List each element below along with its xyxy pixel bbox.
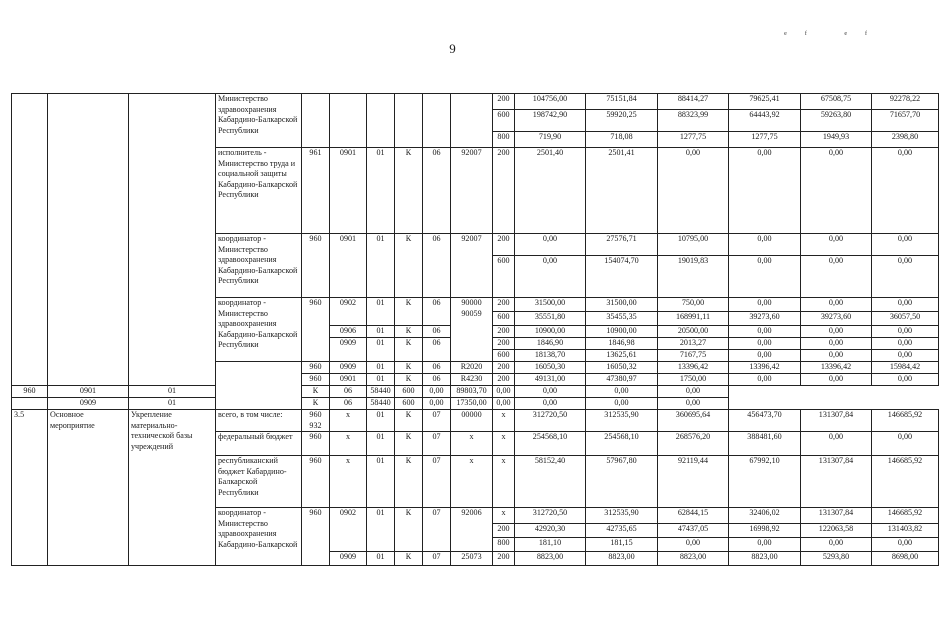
value-cell: 0,00 (872, 432, 939, 456)
table-cell: К (395, 456, 423, 508)
value-cell: 58152,40 (515, 456, 586, 508)
table-cell: К (395, 298, 423, 326)
table-cell: 01 (367, 338, 395, 362)
page-number: 9 (449, 41, 456, 56)
table-cell: 0901 (330, 374, 367, 386)
value-cell: 19019,83 (658, 256, 729, 298)
value-cell: 254568,10 (515, 432, 586, 456)
table-row (12, 398, 939, 410)
table-cell: 06 (423, 338, 451, 362)
value-cell: 254568,10 (586, 432, 658, 456)
value-cell: 15984,42 (872, 362, 939, 374)
value-cell: 0,00 (515, 256, 586, 298)
value-cell: 0,00 (872, 538, 939, 552)
value-cell: 0,00 (729, 338, 801, 350)
value-cell: 312535,90 (586, 410, 658, 432)
executor-cell: исполнитель - Министерство труда и социальной защиты Кабардино-Балкарской Республики (216, 148, 302, 234)
table-cell: 01 (367, 432, 395, 456)
table-cell: К (395, 338, 423, 362)
value-cell: 0,00 (872, 298, 939, 312)
value-cell: 388481,60 (729, 432, 801, 456)
table-row (12, 410, 939, 432)
value-cell: 88323,99 (658, 110, 729, 132)
table-cell: 92007 (451, 234, 493, 298)
value-cell: 8698,00 (872, 552, 939, 566)
value-cell: 0,00 (801, 538, 872, 552)
value-cell: 59263,80 (801, 110, 872, 132)
value-cell: 1750,00 (658, 374, 729, 386)
table-cell: 92007 (451, 148, 493, 234)
value-cell: 0,00 (801, 374, 872, 386)
table-cell: 06 (423, 234, 451, 298)
table-cell: К (302, 386, 330, 398)
value-cell: 0,00 (515, 398, 586, 410)
table-cell: 0901 (330, 148, 367, 234)
table-cell: R4230 (451, 374, 493, 386)
value-cell: 0,00 (801, 298, 872, 312)
table-cell: 01 (129, 398, 216, 410)
value-cell: 312720,50 (515, 508, 586, 524)
vr-cell: 200 (493, 148, 515, 234)
value-cell: 0,00 (586, 386, 658, 398)
value-cell: 0,00 (872, 350, 939, 362)
value-cell: 10900,00 (515, 326, 586, 338)
item-number-cell: 3.5 (12, 410, 48, 566)
executor-cell: всего, в том числе: (216, 410, 302, 432)
value-cell: 0,00 (729, 148, 801, 234)
value-cell: 0,00 (801, 234, 872, 256)
table-cell (451, 94, 493, 148)
table-cell: х (451, 432, 493, 456)
value-cell: 47380,97 (586, 374, 658, 386)
value-cell: 1949,93 (801, 132, 872, 148)
value-cell: 0,00 (586, 398, 658, 410)
value-cell: 92119,44 (658, 456, 729, 508)
table-cell: 06 (330, 398, 367, 410)
value-cell: 0,00 (872, 256, 939, 298)
value-cell: 312535,90 (586, 508, 658, 524)
value-cell: 0,00 (658, 148, 729, 234)
table-cell (330, 94, 367, 148)
table-cell: К (395, 508, 423, 552)
table-cell (12, 398, 48, 410)
value-cell: 10795,00 (658, 234, 729, 256)
table-cell: 960 932 (302, 410, 330, 432)
value-cell: 181,10 (515, 538, 586, 552)
table-cell: 0906 (330, 326, 367, 338)
table-cell: 06 (423, 298, 451, 326)
value-cell: 8823,00 (515, 552, 586, 566)
value-cell: 0,00 (872, 234, 939, 256)
value-cell: 0,00 (801, 350, 872, 362)
table-cell: 07 (423, 552, 451, 566)
value-cell: 64443,92 (729, 110, 801, 132)
table-cell: 01 (129, 386, 216, 398)
value-cell: 8823,00 (729, 552, 801, 566)
vr-cell: 200 (493, 234, 515, 256)
value-cell: 27576,71 (586, 234, 658, 256)
value-cell: 88414,27 (658, 94, 729, 110)
value-cell: 0,00 (801, 148, 872, 234)
value-cell: 181,15 (586, 538, 658, 552)
table-cell (302, 94, 330, 148)
table-cell: х (330, 432, 367, 456)
executor-cell: координатор - Министерство здравоохранения Кабардино-Балкарской Республики (216, 234, 302, 298)
value-cell: 0,00 (872, 326, 939, 338)
value-cell: 0,00 (729, 538, 801, 552)
value-cell: 17350,00 (451, 398, 493, 410)
table-cell: 600 (395, 386, 423, 398)
table-cell: К (395, 374, 423, 386)
table-cell: 01 (367, 234, 395, 298)
table-cell: К (395, 234, 423, 298)
table-cell: 0902 (330, 508, 367, 552)
table-cell: К (395, 552, 423, 566)
value-cell: 13396,42 (801, 362, 872, 374)
value-cell: 131307,84 (801, 456, 872, 508)
table-cell: К (395, 410, 423, 432)
value-cell: 67992,10 (729, 456, 801, 508)
value-cell: 1277,75 (658, 132, 729, 148)
table-cell: 0909 (48, 398, 129, 410)
table-cell: 00000 (451, 410, 493, 432)
table-cell: 960 (302, 362, 330, 374)
table-cell: 58440 (367, 386, 395, 398)
table-cell: 01 (367, 298, 395, 326)
value-cell: 2501,41 (586, 148, 658, 234)
value-cell: 5293,80 (801, 552, 872, 566)
value-cell: 42920,30 (515, 524, 586, 538)
value-cell: 35455,35 (586, 312, 658, 326)
table-cell (423, 94, 451, 148)
value-cell: 0,00 (729, 350, 801, 362)
value-cell: 0,00 (658, 538, 729, 552)
table-cell: 07 (423, 456, 451, 508)
table-cell: 960 (302, 298, 330, 362)
table-cell: 960 (302, 432, 330, 456)
table-cell: 960 (302, 508, 330, 566)
value-cell: 0,00 (729, 298, 801, 312)
vr-cell: 800 (493, 538, 515, 552)
value-cell: 750,00 (658, 298, 729, 312)
table-cell: 200 (493, 362, 515, 374)
vr-cell: 600 (493, 256, 515, 298)
table-cell: 200 (493, 374, 515, 386)
value-cell: 131403,82 (872, 524, 939, 538)
table-cell: х (493, 432, 515, 456)
table-cell: 07 (423, 432, 451, 456)
value-cell: 0,00 (658, 398, 729, 410)
value-cell: 39273,60 (801, 312, 872, 326)
vr-cell: х (493, 508, 515, 524)
vr-cell: 600 (493, 350, 515, 362)
table-cell: 01 (367, 508, 395, 552)
value-cell: 0,00 (658, 386, 729, 398)
table-cell: К (395, 326, 423, 338)
table-cell: 58440 (367, 398, 395, 410)
table-cell: К (395, 362, 423, 374)
vr-cell: 600 (493, 110, 515, 132)
value-cell: 0,00 (872, 374, 939, 386)
table-cell: К (302, 398, 330, 410)
value-cell: 268576,20 (658, 432, 729, 456)
table-row (12, 94, 939, 110)
table-cell: 90000 90059 (451, 298, 493, 362)
table-cell: 25073 (451, 552, 493, 566)
value-cell: 13396,42 (729, 362, 801, 374)
corner-mark: ef ef (784, 31, 885, 37)
table-cell: 01 (367, 456, 395, 508)
value-cell: 57967,80 (586, 456, 658, 508)
value-cell: 0,00 (872, 148, 939, 234)
value-cell: 0,00 (729, 326, 801, 338)
value-cell: 16998,92 (729, 524, 801, 538)
value-cell: 89803,70 (451, 386, 493, 398)
value-cell: 0,00 (515, 386, 586, 398)
value-cell: 79625,41 (729, 94, 801, 110)
table-cell: 200 (493, 552, 515, 566)
table-cell: 07 (423, 508, 451, 552)
value-cell: 719,90 (515, 132, 586, 148)
value-cell: 0,00 (423, 398, 451, 410)
vr-cell: 200 (493, 298, 515, 312)
value-cell: 2501,40 (515, 148, 586, 234)
value-cell: 92278,22 (872, 94, 939, 110)
table-cell: 960 (302, 234, 330, 298)
value-cell: 718,08 (586, 132, 658, 148)
value-cell: 49131,00 (515, 374, 586, 386)
value-cell: 0,00 (801, 432, 872, 456)
executor-cell: координатор - Министерство здравоохранения Кабардино-Балкарской (216, 508, 302, 566)
value-cell: 0,00 (423, 386, 451, 398)
value-cell: 0,00 (515, 234, 586, 256)
table-cell: 01 (367, 326, 395, 338)
table-cell: 07 (423, 410, 451, 432)
table-cell: 960 (302, 374, 330, 386)
table-cell: R2020 (451, 362, 493, 374)
table-cell: 0901 (330, 234, 367, 298)
value-cell: 18138,70 (515, 350, 586, 362)
table-cell (367, 94, 395, 148)
value-cell: 67508,75 (801, 94, 872, 110)
executor-cell (216, 362, 302, 410)
vr-cell: 800 (493, 132, 515, 148)
table-cell: х (330, 410, 367, 432)
value-cell: 2013,27 (658, 338, 729, 350)
item-desc-cell: Укрепление материально-технической базы учреждений (129, 410, 216, 566)
value-cell: 35551,80 (515, 312, 586, 326)
table-cell: 01 (367, 374, 395, 386)
value-cell: 8823,00 (658, 552, 729, 566)
table-cell: х (330, 456, 367, 508)
table-cell: 961 (302, 148, 330, 234)
value-cell: 456473,70 (729, 410, 801, 432)
vr-cell: 200 (493, 338, 515, 350)
table-cell: х (493, 456, 515, 508)
table-cell: 0909 (330, 552, 367, 566)
executor-cell: Министерство здравоохранения Кабардино-Балкарской Республики (216, 94, 302, 148)
table-cell: 06 (423, 374, 451, 386)
value-cell: 47437,05 (658, 524, 729, 538)
value-cell: 8823,00 (586, 552, 658, 566)
table-cell: 06 (423, 362, 451, 374)
table-cell: 0909 (330, 338, 367, 362)
value-cell: 131307,84 (801, 508, 872, 524)
table-cell: 01 (367, 148, 395, 234)
table-cell: 0901 (48, 386, 129, 398)
value-cell: 312720,50 (515, 410, 586, 432)
table-cell: 06 (423, 326, 451, 338)
table-cell: 01 (367, 362, 395, 374)
value-cell: 0,00 (493, 398, 515, 410)
value-cell: 31500,00 (515, 298, 586, 312)
value-cell: 198742,90 (515, 110, 586, 132)
value-cell: 32406,02 (729, 508, 801, 524)
value-cell: 42735,65 (586, 524, 658, 538)
value-cell: 13625,61 (586, 350, 658, 362)
table-cell: 01 (367, 410, 395, 432)
value-cell: 131307,84 (801, 410, 872, 432)
value-cell: 1846,98 (586, 338, 658, 350)
executor-cell: координатор - Министерство здравоохранения Кабардино-Балкарской Республики (216, 298, 302, 362)
item-title-cell (48, 94, 129, 386)
value-cell: 0,00 (729, 256, 801, 298)
table-cell: К (395, 432, 423, 456)
value-cell: 10900,00 (586, 326, 658, 338)
value-cell: 62844,15 (658, 508, 729, 524)
value-cell: 16050,32 (586, 362, 658, 374)
vr-cell: 200 (493, 524, 515, 538)
value-cell: 2398,80 (872, 132, 939, 148)
table-cell: 960 (302, 456, 330, 508)
value-cell: 0,00 (801, 256, 872, 298)
value-cell: 168991,11 (658, 312, 729, 326)
value-cell: 0,00 (801, 326, 872, 338)
value-cell: 1846,90 (515, 338, 586, 350)
value-cell: 16050,30 (515, 362, 586, 374)
value-cell: 146685,92 (872, 410, 939, 432)
vr-cell: 200 (493, 326, 515, 338)
executor-cell: федеральный бюджет (216, 432, 302, 456)
table-cell (395, 94, 423, 148)
vr-cell: 600 (493, 312, 515, 326)
value-cell: 71657,70 (872, 110, 939, 132)
table-cell: 600 (395, 398, 423, 410)
table-cell: 06 (423, 148, 451, 234)
value-cell: 1277,75 (729, 132, 801, 148)
value-cell: 31500,00 (586, 298, 658, 312)
value-cell: 0,00 (493, 386, 515, 398)
value-cell: 154074,70 (586, 256, 658, 298)
item-number-cell (12, 94, 48, 386)
value-cell: 36057,50 (872, 312, 939, 326)
table-cell: х (451, 456, 493, 508)
value-cell: 0,00 (801, 338, 872, 350)
table-cell: 01 (367, 552, 395, 566)
value-cell: 75151,84 (586, 94, 658, 110)
item-desc-cell (129, 94, 216, 386)
value-cell: 0,00 (729, 234, 801, 256)
table-cell: 0909 (330, 362, 367, 374)
value-cell: 0,00 (729, 374, 801, 386)
value-cell: 104756,00 (515, 94, 586, 110)
value-cell: 7167,75 (658, 350, 729, 362)
table-row (12, 386, 939, 398)
value-cell: 20500,00 (658, 326, 729, 338)
value-cell: 146685,92 (872, 508, 939, 524)
value-cell: 0,00 (872, 338, 939, 350)
table-cell: 960 (12, 386, 48, 398)
vr-cell: 200 (493, 94, 515, 110)
value-cell: 39273,60 (729, 312, 801, 326)
value-cell: 13396,42 (658, 362, 729, 374)
table-cell: 0902 (330, 298, 367, 326)
table-cell: 92006 (451, 508, 493, 552)
executor-cell: республиканский бюджет Кабардино-Балкарской Республики (216, 456, 302, 508)
table-cell: К (395, 148, 423, 234)
value-cell: 146685,92 (872, 456, 939, 508)
table-cell: 06 (330, 386, 367, 398)
value-cell: 122063,58 (801, 524, 872, 538)
value-cell: 59920,25 (586, 110, 658, 132)
budget-table (11, 93, 939, 566)
item-title-cell: Основное мероприятие (48, 410, 129, 566)
table-cell: х (493, 410, 515, 432)
value-cell: 360695,64 (658, 410, 729, 432)
